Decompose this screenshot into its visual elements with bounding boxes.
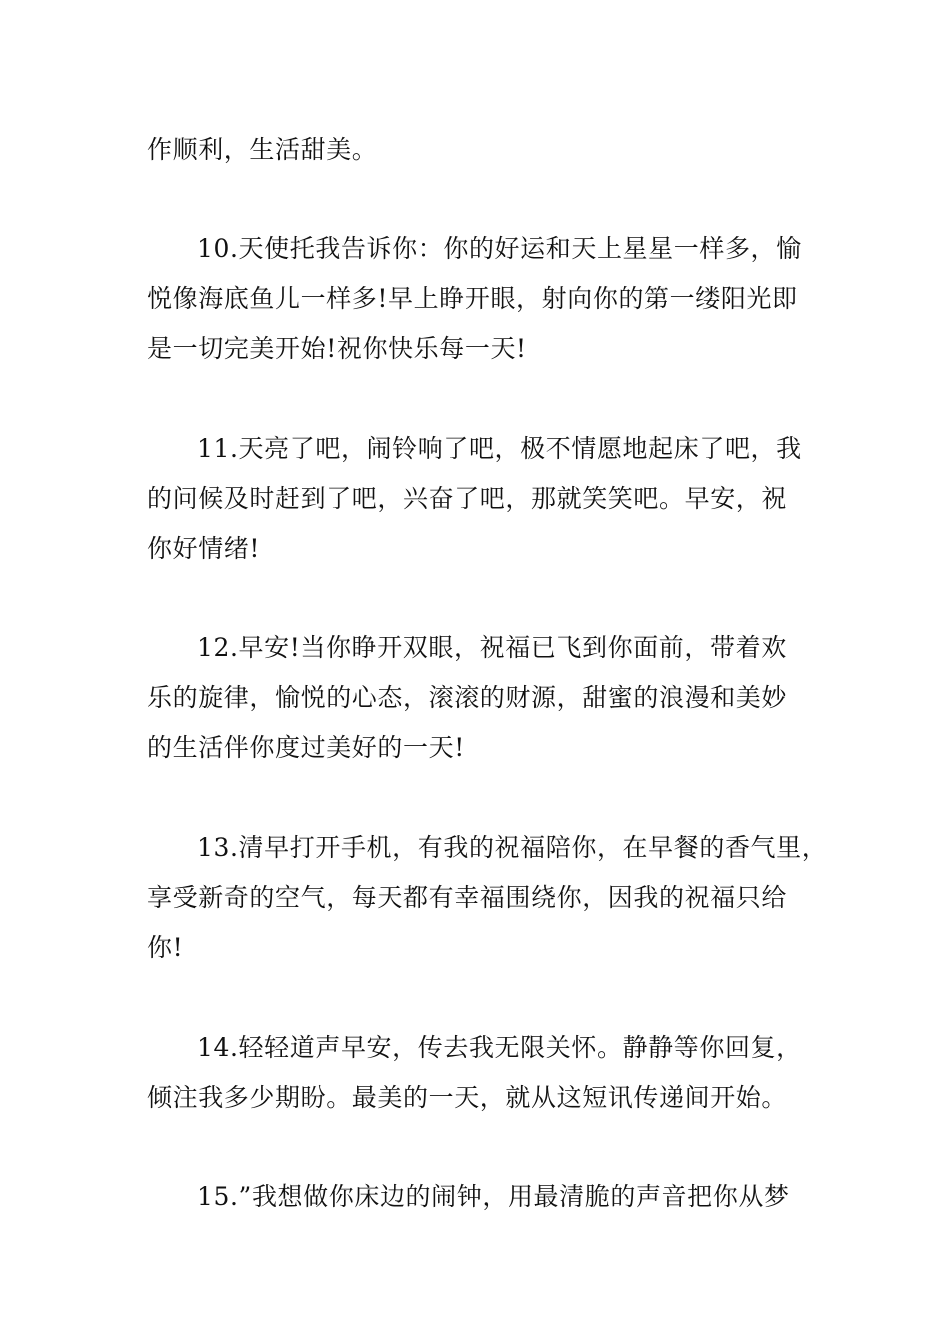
paragraph-15-line-1: 15.”我想做你床边的闹钟，用最清脆的声音把你从梦	[197, 1182, 790, 1211]
paragraph-13-line-3: 你!	[147, 933, 184, 962]
paragraph-11-line-1: 11.天亮了吧，闹铃响了吧，极不情愿地起床了吧，我	[197, 434, 802, 463]
text-line: 作顺利，生活甜美。	[147, 135, 378, 164]
paragraph-10-line-3: 是一切完美开始!祝你快乐每一天!	[147, 334, 527, 363]
paragraph-13-line-1: 13.清早打开手机，有我的祝福陪你，在早餐的香气里，	[197, 833, 828, 862]
paragraph-14-line-1: 14.轻轻道声早安，传去我无限关怀。静静等你回复，	[197, 1033, 802, 1062]
paragraph-11-line-3: 你好情绪!	[147, 534, 261, 563]
paragraph-12-line-2: 乐的旋律，愉悦的心态，滚滚的财源，甜蜜的浪漫和美妙	[147, 683, 788, 712]
paragraph-11-line-2: 的问候及时赶到了吧，兴奋了吧，那就笑笑吧。早安，祝	[147, 484, 788, 513]
paragraph-12-line-3: 的生活伴你度过美好的一天!	[147, 733, 465, 762]
paragraph-13-line-2: 享受新奇的空气，每天都有幸福围绕你，因我的祝福只给	[147, 883, 788, 912]
paragraph-10-line-2: 悦像海底鱼儿一样多!早上睁开眼，射向你的第一缕阳光即	[147, 284, 798, 313]
paragraph-12-line-1: 12.早安!当你睁开双眼，祝福已飞到你面前，带着欢	[197, 633, 787, 662]
paragraph-10-line-1: 10.天使托我告诉你：你的好运和天上星星一样多，愉	[197, 234, 802, 263]
paragraph-14-line-2: 倾注我多少期盼。最美的一天，就从这短讯传递间开始。	[147, 1083, 788, 1112]
